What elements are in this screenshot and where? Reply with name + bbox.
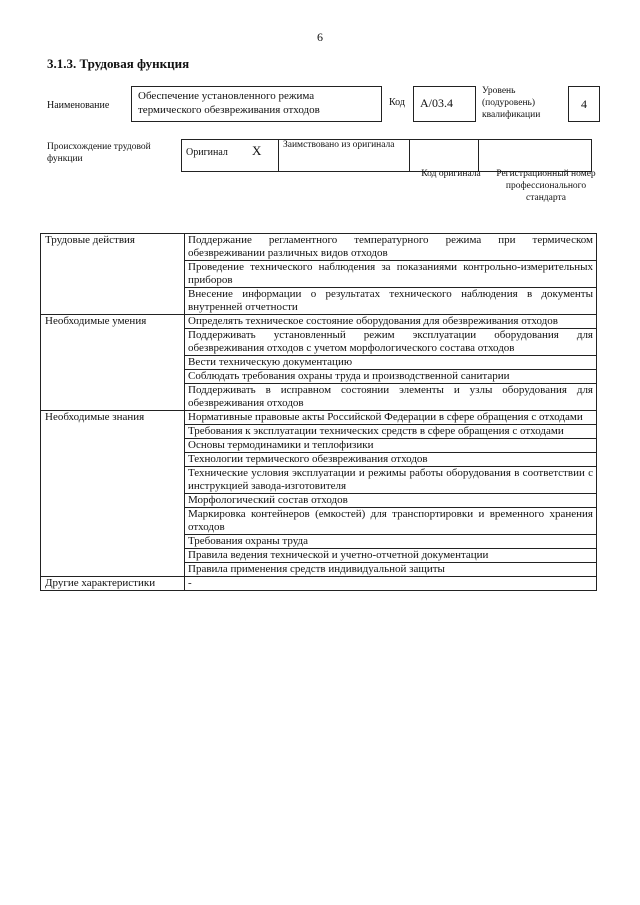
section-item: Правила применения средств индивидуальной защиты [185,563,597,577]
section-item: Внесение информации о результатах технического наблюдения в документы внутренней отчетности [185,288,597,315]
original-mark: X [248,140,279,172]
code-value-box: A/03.4 [413,86,476,122]
section-item: Основы термодинамики и теплофизики [185,439,597,453]
function-details-table [40,233,597,591]
section-item: Морфологический состав отходов [185,494,597,508]
page-number: 6 [317,30,323,44]
table-row [41,234,597,261]
name-label: Наименование [47,100,110,111]
origin-reg-cell [479,140,592,172]
code-caption: Код оригинала [421,169,481,179]
section-item: Маркировка контейнеров (емкостей) для транспортировки и временного хранения отходов [185,508,597,535]
function-name-box: Обеспечение установленного режима термического обезвреживания отходов [131,86,382,122]
section-item: Поддержание регламентного температурного режима при термическом обезвреживании различных видов отходов [185,234,597,261]
table-row [41,577,597,591]
level-value-box: 4 [568,86,600,122]
table-row [41,411,597,425]
original-label: Оригинал [182,140,249,172]
section-item: Проведение технического наблюдения за показаниями контрольно-измерительных приборов [185,261,597,288]
code-label: Код [389,97,405,108]
section-item: Нормативные правовые акты Российской Федерации в сфере обращения с отходами [185,411,597,425]
section-title: 3.1.3. Трудовая функция [47,56,190,71]
section-item: Поддерживать в исправном состоянии элементы и узлы оборудования для обезвреживания отходов [185,384,597,411]
section-item: - [185,577,597,591]
borrowed-label: Заимствовано из оригинала [279,140,410,172]
section-label: Другие характеристики [41,577,185,591]
section-item: Технологии термического обезвреживания отходов [185,453,597,467]
section-item: Требования к эксплуатации технических средств в сфере обращения с отходами [185,425,597,439]
section-item: Поддерживать установленный режим эксплуатации оборудования для обезвреживания отходов с учетом морфологического состава отходов [185,329,597,356]
origin-code-cell [410,140,479,172]
section-item: Определять техническое состояние оборудования для обезвреживания отходов [185,315,597,329]
section-label: Трудовые действия [41,234,185,315]
section-item: Вести техническую документацию [185,356,597,370]
origin-label: Происхождение трудовой функции [47,142,151,164]
table-row [41,315,597,329]
reg-caption: Регистрационный номер профессионального стандарта [496,169,596,203]
section-item: Требования охраны труда [185,535,597,549]
level-label: Уровень (подуровень) квалификации [482,86,541,120]
section-item: Правила ведения технической и учетно-отчетной документации [185,549,597,563]
section-label: Необходимые знания [41,411,185,577]
section-item: Технические условия эксплуатации и режимы работы оборудования в соответствии с инструкцией завода-изготовителя [185,467,597,494]
section-item: Соблюдать требования охраны труда и производственной санитарии [185,370,597,384]
section-label: Необходимые умения [41,315,185,411]
